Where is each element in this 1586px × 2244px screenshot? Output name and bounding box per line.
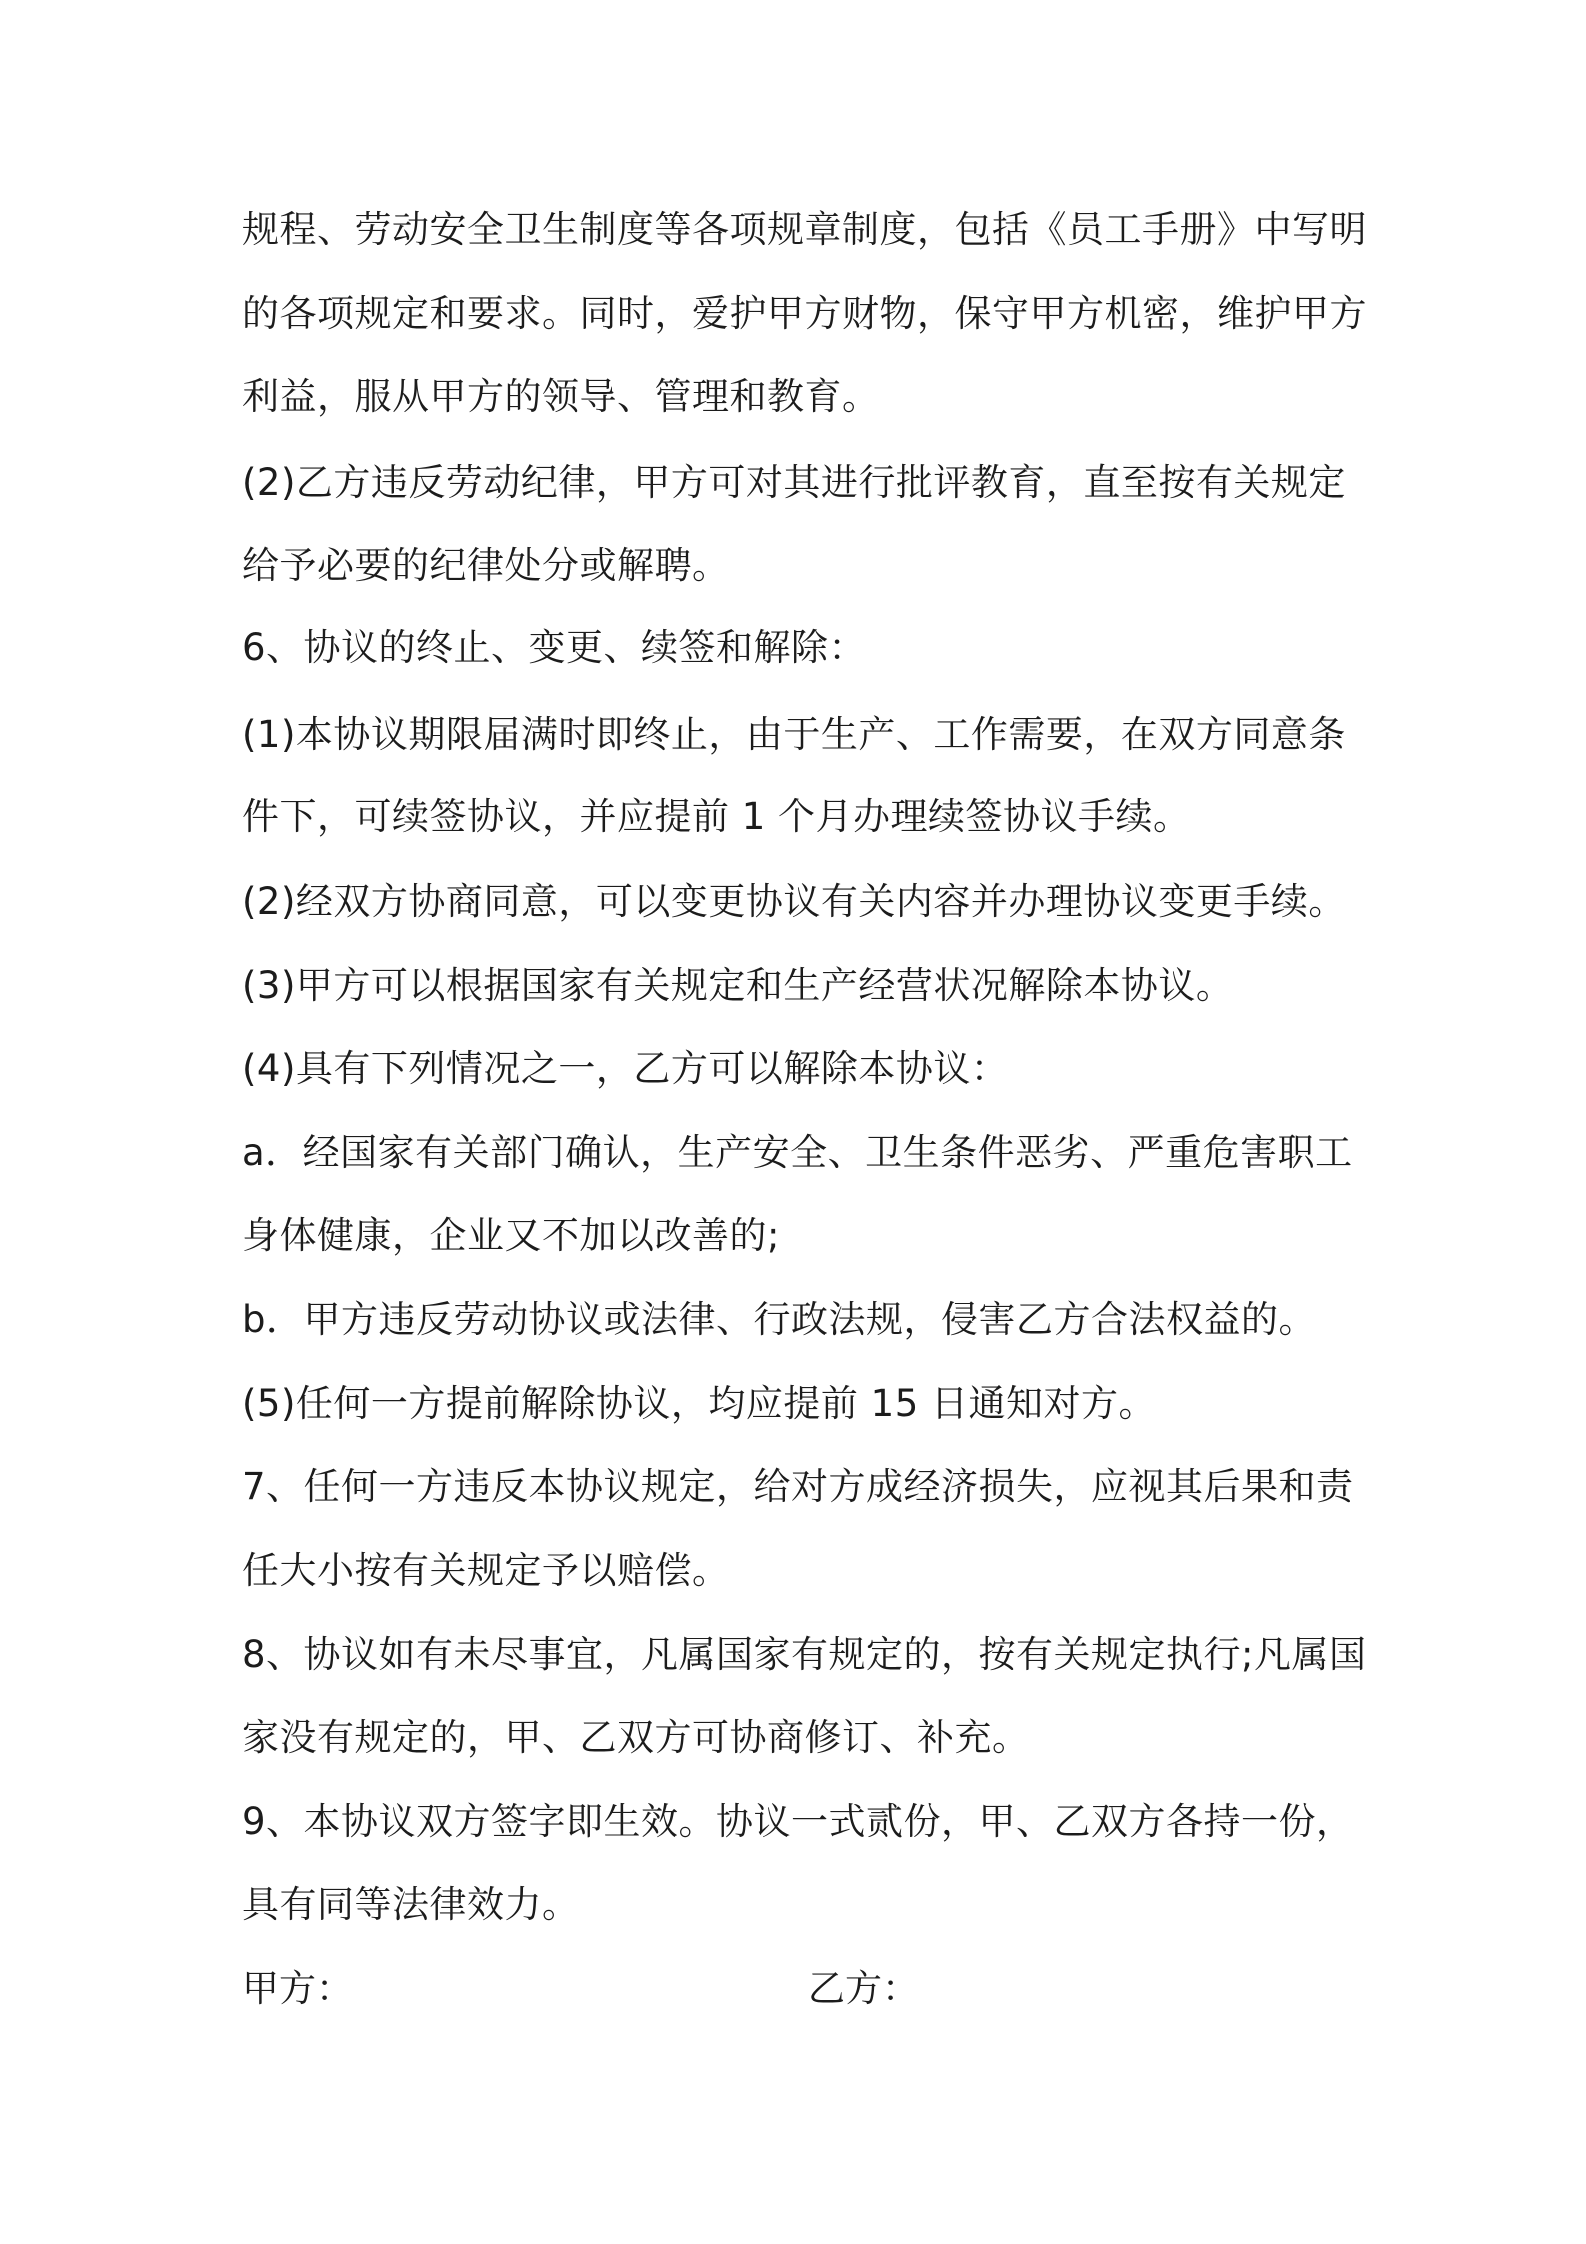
party-b-label: 乙方： bbox=[808, 1967, 919, 2010]
text-line: 的各项规定和要求。同时，爱护甲方财物，保守甲方机密，维护甲方 bbox=[242, 292, 1367, 335]
text-line: b．甲方违反劳动协议或法律、行政法规，侵害乙方合法权益的。 bbox=[242, 1298, 1316, 1341]
text-line: 6、协议的终止、变更、续签和解除： bbox=[242, 626, 867, 669]
text-line: (3)甲方可以根据国家有关规定和生产经营状况解除本协议。 bbox=[242, 964, 1234, 1007]
text-line: 7、任何一方违反本协议规定，给对方成经济损失，应视其后果和责 bbox=[242, 1465, 1354, 1508]
text-line: (5)任何一方提前解除协议，均应提前 15 日通知对方。 bbox=[242, 1382, 1157, 1425]
text-line: (4)具有下列情况之一，乙方可以解除本协议： bbox=[242, 1047, 1009, 1090]
text-line: 件下，可续签协议，并应提前 1 个月办理续签协议手续。 bbox=[242, 795, 1191, 838]
text-line: (2)乙方违反劳动纪律，甲方可对其进行批评教育，直至按有关规定 bbox=[242, 461, 1346, 504]
text-line: 任大小按有关规定予以赔偿。 bbox=[242, 1549, 730, 1592]
text-line: 9、本协议双方签字即生效。协议一式贰份，甲、乙双方各持一份， bbox=[242, 1800, 1354, 1843]
text-line: 规程、劳动安全卫生制度等各项规章制度，包括《员工手册》中写明 bbox=[242, 208, 1367, 251]
party-a-label: 甲方： bbox=[242, 1967, 353, 2010]
text-line: 身体健康，企业又不加以改善的; bbox=[242, 1214, 780, 1257]
text-line: 具有同等法律效力。 bbox=[242, 1883, 580, 1926]
text-line: (1)本协议期限届满时即终止，由于生产、工作需要，在双方同意条 bbox=[242, 713, 1346, 756]
text-line: 利益，服从甲方的领导、管理和教育。 bbox=[242, 375, 880, 418]
text-line: 家没有规定的，甲、乙双方可协商修订、补充。 bbox=[242, 1716, 1030, 1759]
text-line: 8、协议如有未尽事宜，凡属国家有规定的，按有关规定执行;凡属国 bbox=[242, 1633, 1367, 1676]
text-line: a．经国家有关部门确认，生产安全、卫生条件恶劣、严重危害职工 bbox=[242, 1131, 1353, 1174]
text-line: (2)经双方协商同意，可以变更协议有关内容并办理协议变更手续。 bbox=[242, 880, 1346, 923]
text-line: 给予必要的纪律处分或解聘。 bbox=[242, 544, 730, 587]
